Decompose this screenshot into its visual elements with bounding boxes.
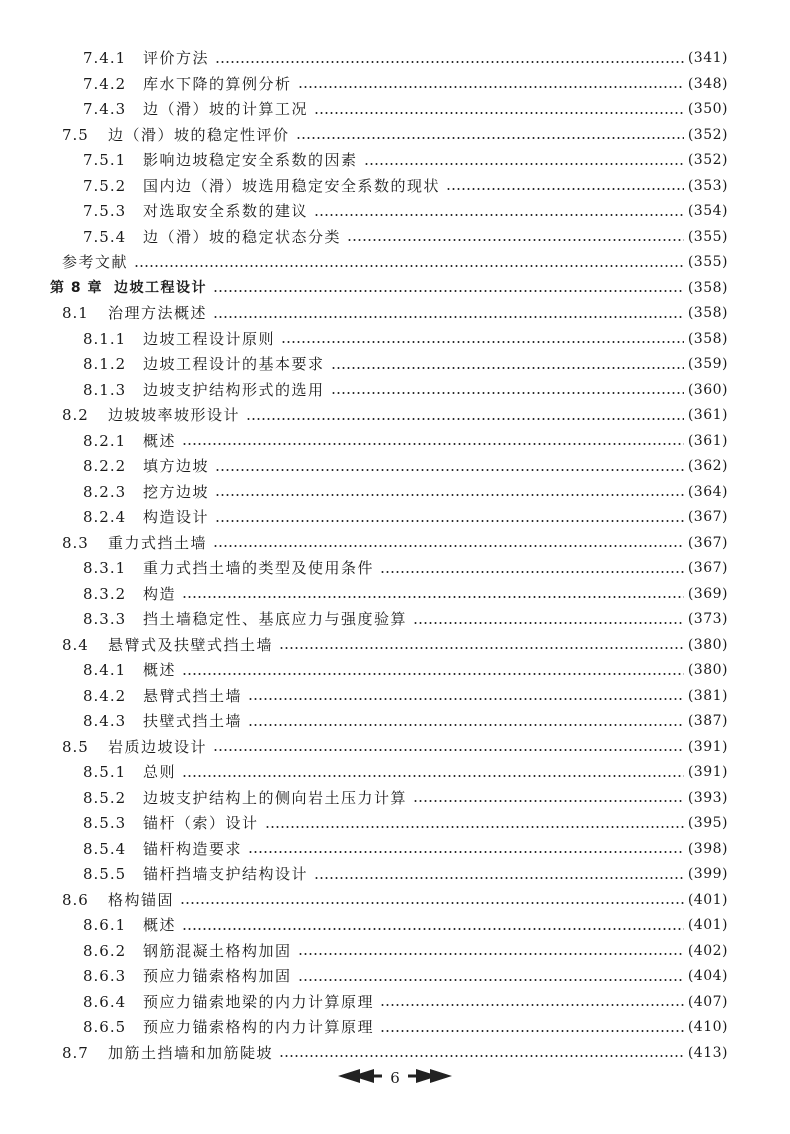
toc-entry-number: 8.4 <box>62 635 89 654</box>
toc-entry[interactable] <box>0 1015 790 1041</box>
toc-entry-page: (395) <box>687 815 728 831</box>
toc-entry-number: 7.5.1 <box>83 151 127 169</box>
dot-leader <box>298 953 684 955</box>
toc-entry[interactable] <box>0 684 790 710</box>
dot-leader <box>380 1004 684 1006</box>
toc-entry-page: (380) <box>687 636 728 653</box>
toc-entry-page: (358) <box>687 305 728 321</box>
toc-entry[interactable] <box>0 990 790 1016</box>
dot-leader <box>215 494 684 496</box>
toc-entry[interactable] <box>0 174 790 200</box>
dot-leader <box>213 545 684 547</box>
toc-entry-title: 边（滑）坡的稳定性评价 <box>108 125 290 144</box>
toc-entry[interactable] <box>0 964 790 990</box>
toc-entry-number: 8.1.2 <box>83 355 127 373</box>
toc-entry-page: (358) <box>687 330 728 347</box>
toc-entry-page: (355) <box>687 228 728 245</box>
dot-leader <box>248 724 684 726</box>
toc-entry-title: 悬臂式挡土墙 <box>143 686 243 705</box>
dot-leader <box>265 826 684 828</box>
toc-entry-page: (367) <box>687 509 728 525</box>
toc-entry-page: (359) <box>687 356 728 372</box>
toc-entry-title: 参考文献 <box>62 253 129 271</box>
toc-entry[interactable] <box>0 582 790 608</box>
toc-entry-number: 8.3 <box>62 533 89 552</box>
toc-entry-page: (355) <box>687 254 728 270</box>
toc-entry[interactable] <box>0 403 790 429</box>
toc-entry-number: 7.5.4 <box>83 227 127 246</box>
toc-entry-number: 8.1.1 <box>83 329 127 348</box>
toc-entry-title: 悬臂式及扶壁式挡土墙 <box>108 635 274 654</box>
toc-entry[interactable] <box>0 72 790 98</box>
dot-leader <box>446 188 684 190</box>
toc-entry-title: 边坡工程设计 <box>114 279 207 296</box>
toc-entry[interactable] <box>0 352 790 378</box>
toc-entry-number: 7.5.3 <box>83 202 127 220</box>
dot-leader <box>331 392 684 394</box>
toc-entry-title: 格构锚固 <box>108 890 175 909</box>
toc-entry-page: (360) <box>687 381 728 398</box>
toc-entry-title: 预应力锚索地梁的内力计算原理 <box>143 992 375 1011</box>
toc-entry-number: 7.4.3 <box>83 100 127 118</box>
toc-entry-number: 8.5.5 <box>83 865 127 883</box>
dot-leader <box>215 520 684 522</box>
toc-entry-title: 边坡支护结构上的侧向岩土压力计算 <box>143 788 408 807</box>
toc-entry[interactable] <box>0 862 790 888</box>
toc-entry-title: 边坡工程设计的基本要求 <box>143 355 325 373</box>
dot-leader <box>180 902 684 904</box>
toc-entry-number: 8.5.3 <box>83 814 127 832</box>
double-left-arrow-icon <box>338 1068 382 1088</box>
dot-leader <box>134 265 684 267</box>
toc-entry-title: 重力式挡土墙 <box>108 533 208 552</box>
toc-entry-number: 8.1 <box>62 304 89 322</box>
toc-entry-page: (413) <box>687 1044 728 1061</box>
dot-leader <box>298 86 684 88</box>
toc-entry[interactable] <box>0 633 790 659</box>
toc-entry-title: 锚杆挡墙支护结构设计 <box>143 865 309 883</box>
toc-entry[interactable] <box>0 46 790 72</box>
toc-entry[interactable] <box>0 327 790 353</box>
toc-entry-title: 概述 <box>143 661 177 679</box>
toc-entry-page: (352) <box>687 152 728 168</box>
toc-entry[interactable] <box>0 1041 790 1067</box>
dot-leader <box>182 928 684 930</box>
toc-entry[interactable] <box>0 531 790 557</box>
toc-entry[interactable] <box>0 148 790 174</box>
dot-leader <box>314 214 684 216</box>
dot-leader <box>248 698 684 700</box>
toc-entry-title: 填方边坡 <box>143 457 210 475</box>
toc-entry-page: (341) <box>687 50 728 66</box>
dot-leader <box>248 851 684 853</box>
toc-entry-title: 边（滑）坡的稳定状态分类 <box>143 227 342 246</box>
dot-leader <box>279 647 684 649</box>
toc-entry-number: 8.6.4 <box>83 992 127 1011</box>
toc-entry-page: (399) <box>687 866 728 882</box>
dot-leader <box>182 673 684 675</box>
toc-entry[interactable] <box>0 301 790 327</box>
toc-entry[interactable] <box>0 709 790 735</box>
toc-entry-title: 边坡工程设计原则 <box>143 329 276 348</box>
toc-entry-number: 8.4.3 <box>83 712 127 730</box>
toc-entry-title: 岩质边坡设计 <box>108 737 208 756</box>
toc-entry-number: 8.4.1 <box>83 661 127 679</box>
page-footer <box>0 1064 790 1092</box>
toc-entry-title: 对选取安全系数的建议 <box>143 202 309 220</box>
toc-entry-title: 预应力锚索格构加固 <box>143 967 292 985</box>
toc-entry-page: (393) <box>687 789 728 806</box>
toc-entry-title: 钢筋混凝土格构加固 <box>143 941 292 960</box>
toc-entry[interactable] <box>0 786 790 812</box>
toc-entry-page: (353) <box>687 177 728 194</box>
toc-entry[interactable] <box>0 811 790 837</box>
table-of-contents <box>0 46 790 1066</box>
toc-entry-page: (352) <box>687 126 728 143</box>
dot-leader <box>413 800 684 802</box>
toc-entry-title: 重力式挡土墙的类型及使用条件 <box>143 559 375 577</box>
toc-entry-number: 7.4.2 <box>83 74 127 93</box>
dot-leader <box>380 1030 684 1032</box>
toc-entry-page: (398) <box>687 840 728 857</box>
dot-leader <box>246 418 684 420</box>
dot-leader <box>331 367 684 369</box>
toc-entry-page: (361) <box>687 432 728 449</box>
toc-entry-number: 8.6.3 <box>83 967 127 985</box>
toc-entry[interactable] <box>0 225 790 251</box>
dot-leader <box>364 163 684 165</box>
toc-entry-page: (367) <box>687 560 728 576</box>
double-right-arrow-icon <box>408 1068 452 1088</box>
dot-leader <box>182 596 684 598</box>
toc-entry[interactable] <box>0 199 790 225</box>
toc-entry-title: 概述 <box>143 916 177 934</box>
toc-entry[interactable] <box>0 735 790 761</box>
toc-entry[interactable] <box>0 276 790 302</box>
toc-entry-title: 构造设计 <box>143 508 210 526</box>
toc-entry-page: (404) <box>687 968 728 984</box>
toc-entry[interactable] <box>0 837 790 863</box>
toc-entry-number: 8.2.3 <box>83 482 127 501</box>
toc-entry-page: (410) <box>687 1019 728 1035</box>
toc-entry-number: 7.4.1 <box>83 49 127 67</box>
toc-entry[interactable] <box>0 505 790 531</box>
toc-entry-number: 8.5.4 <box>83 839 127 858</box>
toc-entry[interactable] <box>0 250 790 276</box>
toc-entry-title: 挖方边坡 <box>143 482 210 501</box>
toc-entry-number: 8.5.1 <box>83 763 127 781</box>
toc-entry[interactable] <box>0 429 790 455</box>
toc-entry[interactable] <box>0 658 790 684</box>
toc-entry-title: 边坡坡率坡形设计 <box>108 406 241 424</box>
toc-entry[interactable] <box>0 913 790 939</box>
toc-entry-page: (364) <box>687 483 728 500</box>
toc-entry-page: (369) <box>687 585 728 602</box>
dot-leader <box>215 469 684 471</box>
toc-entry[interactable] <box>0 556 790 582</box>
toc-entry-page: (401) <box>687 917 728 933</box>
toc-entry-number: 8.7 <box>62 1043 89 1062</box>
toc-entry[interactable] <box>0 939 790 965</box>
toc-entry-title: 总则 <box>143 763 177 781</box>
toc-entry-title: 评价方法 <box>143 49 210 67</box>
toc-entry-title: 影响边坡稳定安全系数的因素 <box>143 151 358 169</box>
dot-leader <box>281 341 684 343</box>
dot-leader <box>413 622 684 624</box>
toc-entry[interactable] <box>0 607 790 633</box>
toc-entry-page: (354) <box>687 203 728 219</box>
toc-entry-page: (380) <box>687 662 728 678</box>
toc-entry[interactable] <box>0 760 790 786</box>
toc-entry-number: 8.5 <box>62 737 89 756</box>
dot-leader <box>314 877 684 879</box>
toc-entry-title: 构造 <box>143 584 177 603</box>
toc-entry[interactable] <box>0 123 790 149</box>
toc-entry-title: 边坡支护结构形式的选用 <box>143 380 325 399</box>
toc-entry-page: (367) <box>687 534 728 551</box>
dot-leader <box>296 137 684 139</box>
toc-entry-page: (358) <box>687 279 728 296</box>
dot-leader <box>279 1055 684 1057</box>
toc-entry-title: 边（滑）坡的计算工况 <box>143 100 309 118</box>
toc-entry-title: 锚杆构造要求 <box>143 839 243 858</box>
toc-entry-number: 7.5 <box>62 125 89 144</box>
toc-entry-number: 8.6.2 <box>83 941 127 960</box>
toc-entry-number: 8.3.3 <box>83 610 127 628</box>
toc-entry-number: 8.3.1 <box>83 559 127 577</box>
toc-entry-title: 概述 <box>143 431 177 450</box>
toc-entry[interactable] <box>0 454 790 480</box>
toc-entry-number: 7.5.2 <box>83 176 127 195</box>
dot-leader <box>215 61 684 63</box>
toc-entry-title: 扶壁式挡土墙 <box>143 712 243 730</box>
dot-leader <box>182 443 684 445</box>
toc-entry-number: 第 8 章 <box>50 279 103 296</box>
toc-entry-number: 8.6.1 <box>83 916 127 934</box>
dot-leader <box>314 112 684 114</box>
toc-entry-page: (387) <box>687 713 728 729</box>
toc-entry-page: (381) <box>687 687 728 704</box>
toc-entry[interactable] <box>0 378 790 404</box>
toc-entry-page: (402) <box>687 942 728 959</box>
toc-entry-page: (361) <box>687 407 728 423</box>
dot-leader <box>347 239 684 241</box>
page-number: 6 <box>390 1069 400 1087</box>
toc-entry-number: 8.6 <box>62 890 89 909</box>
toc-entry-number: 8.4.2 <box>83 686 127 705</box>
toc-entry-title: 库水下降的算例分析 <box>143 74 292 93</box>
toc-entry-page: (407) <box>687 993 728 1010</box>
toc-entry-page: (373) <box>687 611 728 627</box>
toc-entry-title: 国内边（滑）坡选用稳定安全系数的现状 <box>143 176 441 195</box>
toc-entry[interactable] <box>0 480 790 506</box>
toc-entry[interactable] <box>0 888 790 914</box>
dot-leader <box>213 316 684 318</box>
toc-entry-number: 8.2.4 <box>83 508 127 526</box>
dot-leader <box>182 775 684 777</box>
toc-entry-page: (348) <box>687 75 728 92</box>
toc-entry-number: 8.3.2 <box>83 584 127 603</box>
toc-entry-title: 预应力锚索格构的内力计算原理 <box>143 1018 375 1036</box>
toc-entry-page: (391) <box>687 764 728 780</box>
toc-entry-page: (362) <box>687 458 728 474</box>
toc-entry-number: 8.2.1 <box>83 431 127 450</box>
toc-entry-page: (350) <box>687 101 728 117</box>
toc-entry-number: 8.2 <box>62 406 89 424</box>
toc-entry[interactable] <box>0 97 790 123</box>
toc-entry-number: 8.1.3 <box>83 380 127 399</box>
dot-leader <box>298 979 684 981</box>
toc-entry-page: (401) <box>687 891 728 908</box>
toc-entry-title: 加筋土挡墙和加筋陡坡 <box>108 1043 274 1062</box>
toc-entry-title: 挡土墙稳定性、基底应力与强度验算 <box>143 610 408 628</box>
toc-entry-number: 8.5.2 <box>83 788 127 807</box>
toc-entry-title: 治理方法概述 <box>108 304 208 322</box>
toc-entry-number: 8.6.5 <box>83 1018 127 1036</box>
toc-entry-number: 8.2.2 <box>83 457 127 475</box>
dot-leader <box>380 571 684 573</box>
dot-leader <box>213 290 684 292</box>
dot-leader <box>213 749 684 751</box>
toc-entry-title: 锚杆（索）设计 <box>143 814 259 832</box>
toc-entry-page: (391) <box>687 738 728 755</box>
